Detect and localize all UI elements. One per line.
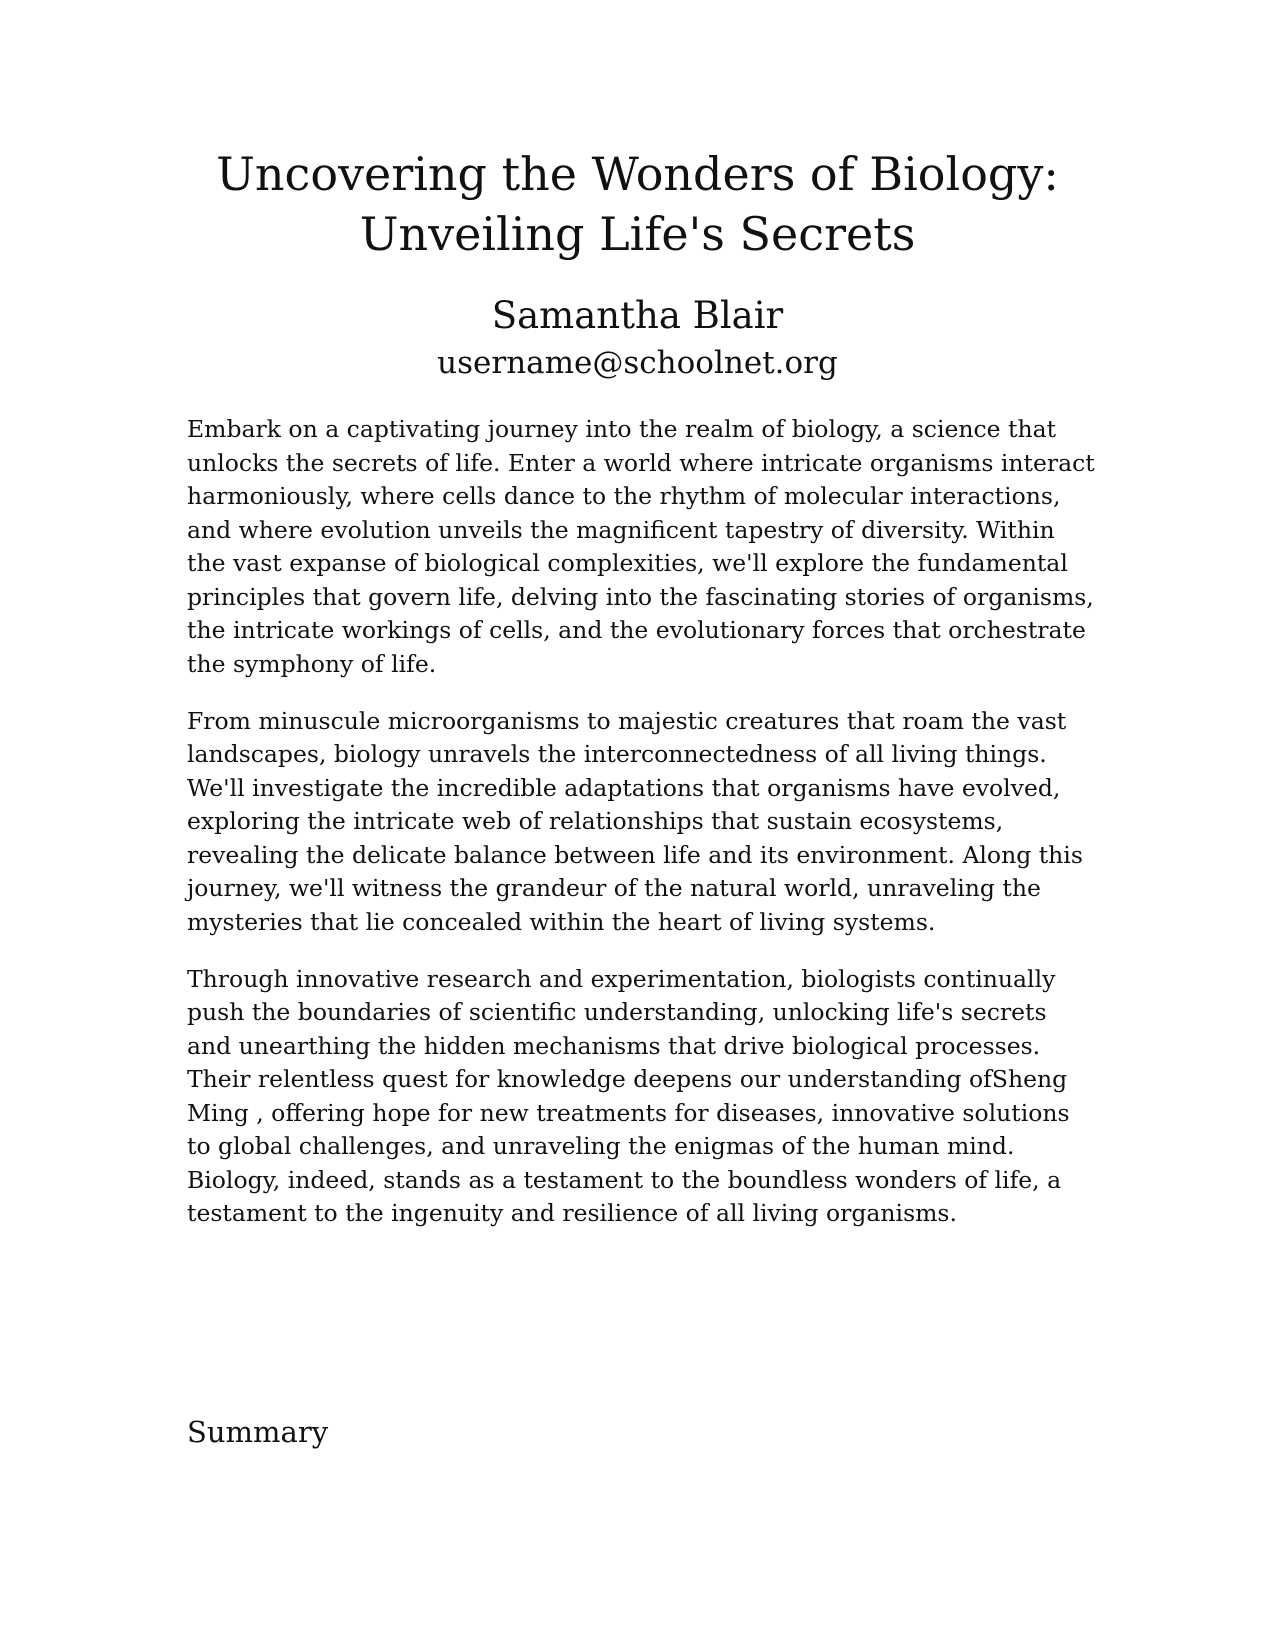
body-paragraph-2: From minuscule microorganisms to majestic creatures that roam the vast landscapes, biology unravels the interconnectedness of all living things. We'll investigate the incredible adaptations that organisms have evolved, exploring the intricate web of relationships that sustain ecosystems, revealing the delicate balance between life and its environment. Along this journey, we'll witness the grandeur of the natural world, unraveling the mysteries that lie concealed within the heart of living systems.	[187, 706, 1083, 936]
author-name: Samantha Blair	[491, 294, 784, 337]
body-paragraph-1: Embark on a captivating journey into the realm of biology, a science that unlocks the secrets of life. Enter a world where intricate organisms interact harmoniously, where cells dance to the rhythm of molecular interactions, and where evolution unveils the magnificent tapestry of diversity. Within the vast expanse of biological complexities, we'll explore the fundamental principles that govern life, delving into the fascinating stories of organisms, the intricate workings of cells, and the evolutionary forces that orchestrate the symphony of life.	[187, 415, 1095, 678]
document-body	[187, 413, 1097, 1254]
body-paragraph-3: Through innovative research and experimentation, biologists continually push the boundaries of scientific understanding, unlocking life's secrets and unearthing the hidden mechanisms that drive biological processes. Their relentless quest for knowledge deepens our understanding ofSheng Ming , offering hope for new treatments for diseases, innovative solutions to global challenges, and unraveling the enigmas of the human mind. Biology, indeed, stands as a testament to the boundless wonders of life, a testament to the ingenuity and resilience of all living organisms.	[187, 964, 1070, 1227]
document-title: Uncovering the Wonders of Biology: Unveiling Life's Secrets	[216, 147, 1059, 261]
summary-heading: Summary	[187, 1415, 329, 1449]
author-email: username@schoolnet.org	[437, 345, 838, 381]
